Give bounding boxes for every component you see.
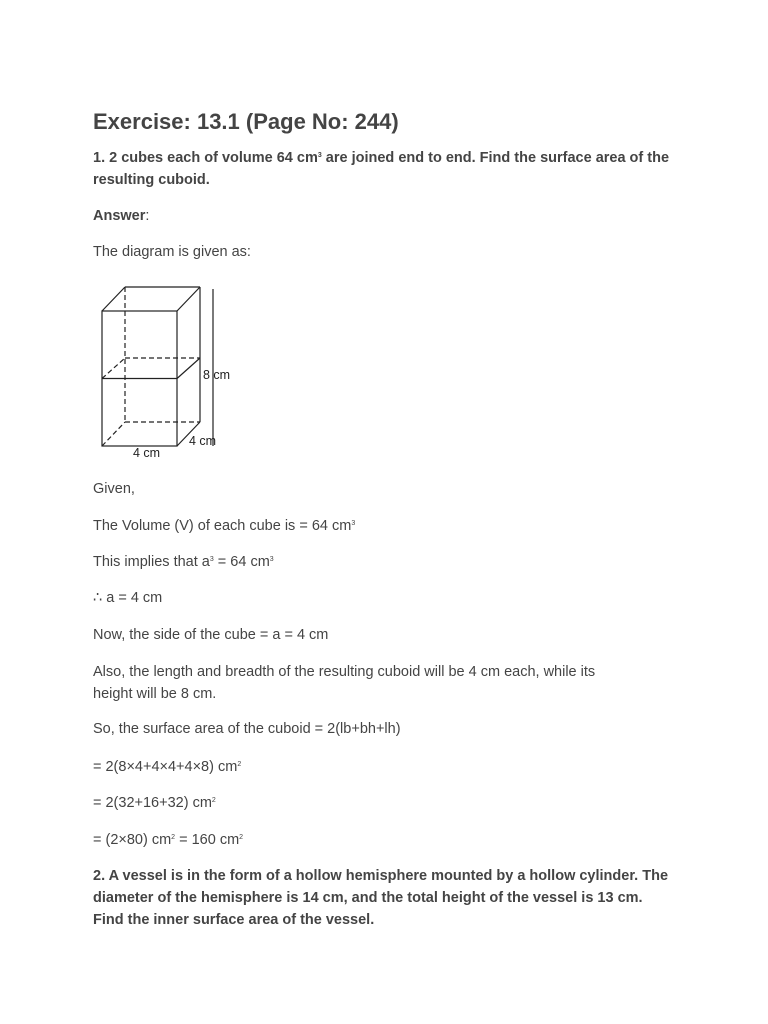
step-3-text-a: = (2×80) cm (93, 832, 172, 848)
implies-line (93, 551, 673, 573)
top-left-edge (102, 287, 125, 311)
height-label: 8 cm (203, 368, 231, 382)
step-1-text: = 2(8×4+4×4+4×8) cm (93, 759, 238, 775)
implies-superscript-2: 3 (269, 556, 274, 563)
given-line: Given, (93, 481, 135, 497)
implies-superscript-1: 3 (209, 556, 214, 563)
question-1 (93, 147, 673, 191)
step-1-superscript: 2 (237, 761, 242, 768)
step-2 (93, 792, 673, 814)
question-1-text-a: 1. 2 cubes each of volume 64 cm (93, 150, 318, 166)
answer-colon: : (145, 208, 150, 224)
step-2-text: = 2(32+16+32) cm (93, 795, 212, 811)
width-label: 4 cm (133, 446, 161, 460)
top-right-edge (177, 287, 200, 311)
question-2: 2. A vessel is in the form of a hollow hemisphere mounted by a hollow cylinder. The diameter of the hemisphere is 14 cm, and the total height of the vessel is 13 cm. Find the inner surface area of the vessel. (93, 868, 669, 928)
implies-text-b: = 64 cm (213, 554, 270, 570)
step-1 (93, 756, 673, 778)
middle-right-edge (177, 358, 200, 379)
surface-area-formula: So, the surface area of the cuboid = 2(lb+bh+lh) (93, 721, 401, 737)
volume-superscript: 3 (351, 520, 356, 527)
step-3-text-b: = 160 cm (175, 832, 240, 848)
therefore-line: ∴ a = 4 cm (93, 590, 163, 606)
depth-label: 4 cm (189, 434, 217, 448)
diagram-intro: The diagram is given as: (93, 244, 251, 260)
step-3-superscript-1: 2 (171, 834, 176, 841)
volume-text: The Volume (V) of each cube is = 64 cm (93, 518, 352, 534)
volume-line (93, 515, 673, 537)
implies-text-a: This implies that a (93, 554, 210, 570)
exercise-heading: Exercise: 13.1 (Page No: 244) (93, 109, 399, 134)
cuboid-diagram (93, 280, 243, 465)
step-2-superscript: 2 (211, 797, 216, 804)
side-line: Now, the side of the cube = a = 4 cm (93, 627, 329, 643)
answer-label: Answer (93, 208, 146, 224)
step-3-superscript-2: 2 (239, 834, 244, 841)
question-1-superscript: 3 (317, 152, 322, 159)
question-1-text-b: are joined end to end. Find the surface area of the resulting cuboid. (93, 150, 670, 188)
answer-label-line (93, 205, 673, 227)
step-3 (93, 829, 673, 851)
dimensions-paragraph: Also, the length and breadth of the resulting cuboid will be 4 cm each, while its height will be 8 cm. (93, 664, 596, 702)
